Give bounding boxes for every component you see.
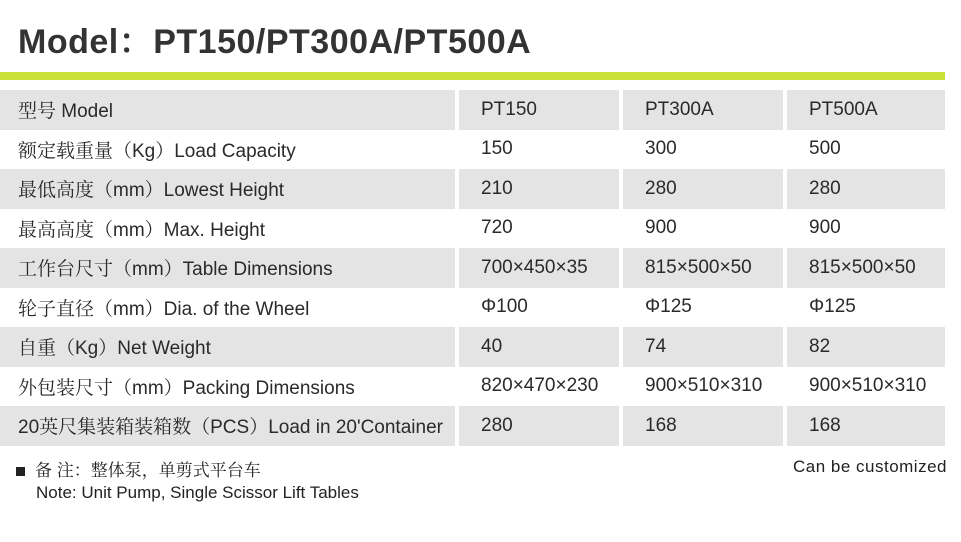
table-row: [0, 406, 945, 446]
value-pt300a: 900: [645, 217, 677, 239]
row-label: 最低高度（mm）Lowest Height: [0, 169, 455, 209]
row-label: 自重（Kg）Net Weight: [0, 327, 455, 367]
value-pt300a: Φ125: [645, 296, 692, 318]
note-english: Note: Unit Pump, Single Scissor Lift Tables: [36, 483, 359, 502]
value-pt150: PT150: [459, 90, 619, 130]
table-row: [0, 209, 945, 249]
table-row: [0, 90, 945, 130]
table-row: [0, 169, 945, 209]
note-chinese: [16, 456, 261, 481]
value-pt300a: 168: [623, 406, 783, 446]
row-label: 外包装尺寸（mm）Packing Dimensions: [18, 377, 355, 399]
value-pt150: 280: [459, 406, 619, 446]
value-pt150: Φ100: [481, 296, 528, 318]
row-label: 20英尺集装箱装箱数（PCS）Load in 20'Container: [0, 406, 455, 446]
value-pt300a: 280: [623, 169, 783, 209]
table-row: [0, 327, 945, 367]
value-pt300a: 900×510×310: [645, 375, 763, 397]
value-pt300a: 300: [645, 138, 677, 160]
table-row: [0, 130, 945, 170]
spec-table: [0, 90, 945, 446]
value-pt500a: 280: [787, 169, 945, 209]
value-pt150: 40: [459, 327, 619, 367]
value-pt500a: 168: [787, 406, 945, 446]
value-pt500a: 500: [809, 138, 841, 160]
value-pt150: 820×470×230: [481, 375, 599, 397]
square-bullet-icon: [16, 467, 25, 476]
row-label: 最高高度（mm）Max. Height: [18, 219, 266, 241]
value-pt150: 700×450×35: [459, 248, 619, 288]
row-label: 工作台尺寸（mm）Table Dimensions: [0, 248, 455, 288]
value-pt300a: 74: [623, 327, 783, 367]
row-label: 轮子直径（mm）Dia. of the Wheel: [18, 298, 310, 320]
note-cn-text: 备 注：整体泵，单剪式平台车: [35, 461, 261, 480]
value-pt500a: Φ125: [809, 296, 856, 318]
customization-note: Can be customized: [792, 457, 947, 476]
value-pt500a: 900: [809, 217, 841, 239]
value-pt150: 150: [481, 138, 513, 160]
table-row: [0, 248, 945, 288]
value-pt500a: 900×510×310: [809, 375, 927, 397]
value-pt150: 210: [459, 169, 619, 209]
table-row: [0, 367, 945, 407]
accent-divider: [0, 72, 945, 80]
table-row: [0, 288, 945, 328]
value-pt300a: 815×500×50: [623, 248, 783, 288]
value-pt300a: PT300A: [623, 90, 783, 130]
value-pt500a: PT500A: [787, 90, 945, 130]
page-title: Model：PT150/PT300A/PT500A: [18, 23, 532, 61]
value-pt150: 720: [481, 217, 513, 239]
value-pt500a: 82: [787, 327, 945, 367]
row-label: 型号 Model: [0, 90, 455, 130]
row-label: 额定载重量（Kg）Load Capacity: [18, 140, 296, 162]
value-pt500a: 815×500×50: [787, 248, 945, 288]
